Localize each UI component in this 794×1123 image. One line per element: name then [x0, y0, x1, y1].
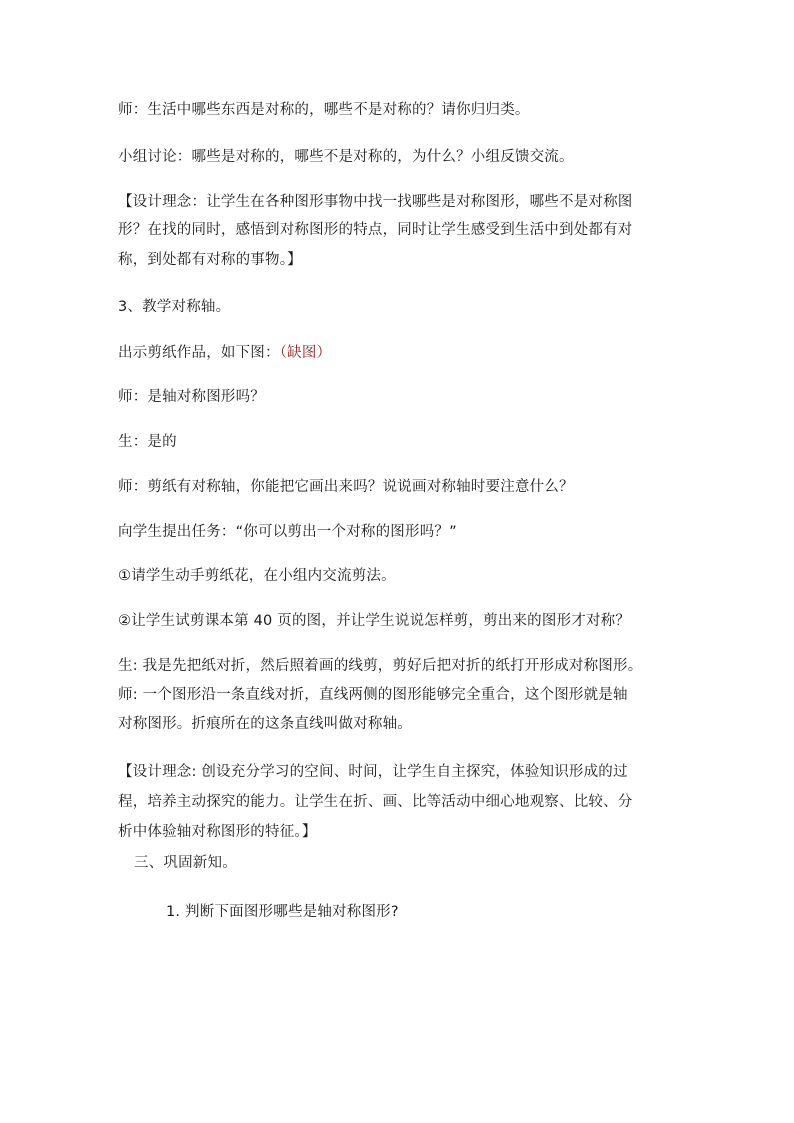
- paragraph-group-discussion: 小组讨论：哪些是对称的，哪些不是对称的，为什么？小组反馈交流。: [118, 149, 574, 165]
- section-heading-symmetry-axis: 3、教学对称轴。: [118, 299, 231, 315]
- paragraph-teacher-ask: 师：是轴对称图形吗？: [118, 389, 265, 405]
- show-papercut-text: 出示剪纸作品，如下图：: [118, 345, 280, 361]
- paragraph-task: 向学生提出任务：“你可以剪出一个对称的图形吗？”: [118, 524, 457, 540]
- design-note-1-line-2: 形？在找的同时，感悟到对称图形的特点，同时让学生感受到生活中到处都有对: [118, 222, 633, 238]
- paragraph-show-papercut: [118, 343, 678, 363]
- design-note-2-line-3: 析中体验轴对称图形的特征。】: [118, 824, 317, 840]
- design-note-1-line-3: 称，到处都有对称的事物。】: [118, 252, 302, 268]
- paragraph-teacher-question: 师：生活中哪些东西是对称的，哪些不是对称的？请你归归类。: [118, 102, 530, 118]
- missing-figure-note: （缺图）: [279, 345, 332, 361]
- design-note-1-line-1: 【设计理念：让学生在各种图形事物中找一找哪些是对称图形，哪些不是对称图: [118, 194, 633, 210]
- paragraph-student-answer: 生：是的: [118, 434, 177, 450]
- design-note-2-line-1: 【设计理念: 创设充分学习的空间、时间，让学生自主探究，体验知识形成的过: [118, 764, 628, 780]
- paragraph-teacher-draw-axis: 师：剪纸有对称轴，你能把它画出来吗？说说画对称轴时要注意什么？: [118, 479, 574, 495]
- paragraph-teacher-definition-line-1: 师: 一个图形沿一条直线对折，直线两侧的图形能够完全重合，这个图形就是轴: [118, 687, 628, 703]
- list-item-1: ①请学生动手剪纸花，在小组内交流剪法。: [118, 568, 396, 584]
- paragraph-student-explain: 生: 我是先把纸对折，然后照着画的线剪，剪好后把对折的纸打开形成对称图形。: [118, 658, 643, 674]
- design-note-2-line-2: 程，培养主动探究的能力。让学生在折、画、比等活动中细心地观察、比较、分: [118, 794, 633, 810]
- section-heading-consolidate: 三、巩固新知。: [134, 855, 237, 871]
- list-item-2: ②让学生试剪课本第 40 页的图，并让学生说说怎样剪，剪出来的图形才对称？: [118, 613, 631, 629]
- exercise-item-1: 1. 判断下面图形哪些是轴对称图形?: [166, 904, 399, 920]
- paragraph-teacher-definition-line-2: 对称图形。折痕所在的这条直线叫做对称轴。: [118, 716, 412, 732]
